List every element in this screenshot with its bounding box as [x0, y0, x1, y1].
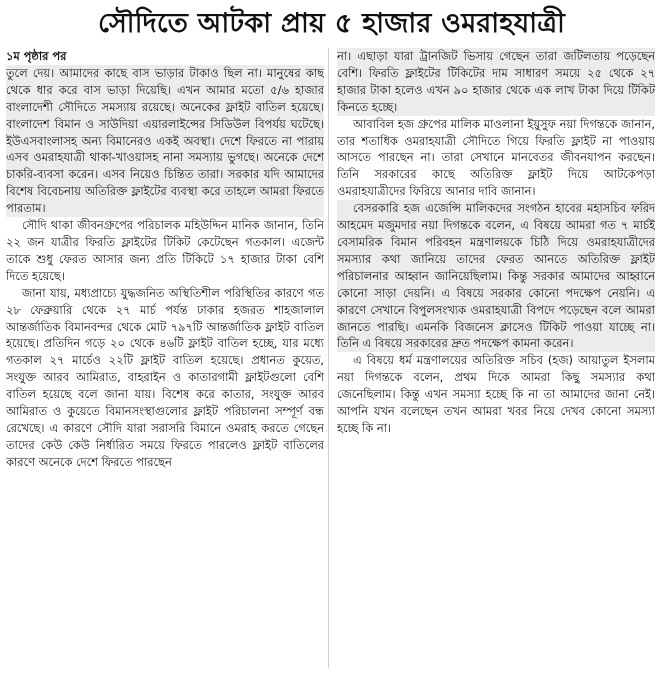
paragraph: তুলে দেয়। আমাদের কাছে বাস ভাড়ার টাকাও ছিল না। মানুষের কাছ থেকে ধার করে বাস ভাড়া দিয়েছি। এখন আমার মতো ৫/৬ হাজার বাংলাদেশী সৌদিতে সমস্যায় রয়েছে। অনেকের ফ্লাইট বাতিল হয়েছে। বাংলাদেশ বিমান ও সাউদিয়া এয়ারলাইন্সের সিডিউল বিপর্যয় ঘটেছে। ইউএসবাংলাসহ অন্য বিমানেরও একই অবস্থা। দেশে ফিরতে না পারায় এসব ওমরাহযাত্রী থাকা-খাওয়াসহ নানা সমস্যায় ভুগছে। অনেকে দেশে চাকরি-ব্যবসা করেন। এসব নিয়েও চিন্তিত তারা। সরকার যদি আমাদের বিশেষ বিবেচনায় অতিরিক্ত ফ্লাইটের ব্যবস্থা করে তাহলে আমরা ফিরতে পারতাম। — [6, 65, 324, 216]
paragraph: এ বিষয়ে ধর্ম মন্ত্রণালয়ের অতিরিক্ত সচিব (হজ) আয়াতুল ইসলাম নয়া দিগন্তকে বলেন, প্রথম দিকে আমরা কিছু সমস্যার কথা জেনেছিলাম। কিন্তু এখন সমস্যা হচ্ছে কি না তা আমাদের জানা নেই। আপনি যখন বলেছেন তখন আমরা খবর নিয়ে দেখব কোনো সমস্যা হচ্ছে কি না। — [337, 353, 655, 435]
headline: সৌদিতে আটকা প্রায় ৫ হাজার ওমরাহযাত্রী — [98, 8, 565, 39]
paragraph: বেসরকারি হজ এজেন্সি মালিকদের সংগঠন হাবের মহাসচিব ফরিদ আহমেদ মজুমদার নয়া দিগন্তকে বলেন, এ বিষয়ে আমরা গত ৭ মার্চই বেসামরিক বিমান পরিবহন মন্ত্রণালয়কে চিঠি দিয়ে ওমরাহযাত্রীদের সমস্যার কথা জানিয়ে তাদের ফেরত আনতে অতিরিক্ত ফ্লাইট পরিচালনার আহ্বান জানিয়েছিলাম। কিন্তু সরকার আমাদের আহ্বানে কোনো সাড়া দেয়নি। এ বিষয়ে সরকার কোনো পদক্ষেপ নেয়নি। এ কারণে সেখানে বিপুলসংখ্যক ওমরাহযাত্রী বিপদে পড়েছেন বলে আমরা জানতে পারছি। এমনকি বিজনেস ক্লাসেও টিকিট পাওয়া যাচ্ছে না। তিনি এ বিষয়ে সরকারের দ্রুত পদক্ষেপ কামনা করেন। — [337, 201, 655, 351]
paragraph: সৌদি থাকা জীবনগ্রুপের পরিচালক মহিউদ্দিন মানিক জানান, তিনি ২২ জন যাত্রীর ফিরতি ফ্লাইটের টিকিট কেটেছেন গতকাল। এজেন্ট তাকে শুধু ফেরত আসার জন্য প্রতি টিকিটে ১৭ হাজার টাকা বেশি দিতে হয়েছে। — [6, 218, 324, 283]
paragraph: জানা যায়, মধ্যপ্রাচ্যে যুদ্ধজনিত অস্থিতিশীল পরিস্থিতির কারণে গত ২৮ ফেব্রুয়ারি থেকে ২৭ মার্চ পর্যন্ত ঢাকার হজরত শাহজালাল আন্তর্জাতিক বিমানবন্দর থেকে মোট ৭৯৭টি আন্তর্জাতিক ফ্লাইট বাতিল হয়েছে। প্রতিদিন গড়ে ২০ থেকে ৪৬টি ফ্লাইট বাতিল হচ্ছে, যার মধ্যে গতকাল ২৭ মার্চেও ২২টি ফ্লাইট বাতিল হয়েছে। প্রধানত কুয়েত, সংযুক্ত আরব আমিরাত, বাহরাইন ও কাতারগামী ফ্লাইটগুলো বেশি বাতিল হয়েছে বলে জানা যায়। বিশেষ করে কাতার, সংযুক্ত আরব আমিরাত ও কুয়েতে বিমানসংস্থাগুলোর ফ্লাইট পরিচালনা সম্পূর্ণ বন্ধ রেখেছে। এ কারণে সৌদি যারা সরাসরি বিমানে ওমরাহ করতে গেছেন তাদের কেউ কেউ নির্ধারিত সময়ে ফিরতে পারলেও ফ্লাইট বাতিলের কারণে অনেকে দেশে ফিরতে পারছেন — [6, 285, 324, 469]
paragraph: আবাবিল হজ গ্রুপের মালিক মাওলানা ইয়ুসুফ নয়া দিগন্তকে জানান, তার শতাধিক ওমরাহযাত্রী সৌদিতে গিয়ে ফিরতি ফ্লাইট না পাওয়ায় আসতে পারছেন না। তারা সেখানে মানবেতর জীবনযাপন করছেন। তিনি সরকারের কাছে অতিরিক্ত ফ্লাইট দিয়ে আটকেপড়া ওমরাহযাত্রীদের ফিরিয়ে আনার দাবি জানান। — [337, 116, 655, 199]
paragraph — [6, 48, 324, 65]
column-divider — [328, 48, 329, 668]
right-column — [337, 48, 655, 668]
continued-from-label: ১ম পৃষ্ঠার পর — [6, 49, 67, 63]
paragraph: না। এছাড়া যারা ট্রানজিট ভিসায় গেছেন তারা জটিলতায় পড়েছেন বেশি। ফিরতি ফ্লাইটের টিকিটের দাম সাধারণ সময়ে ২৫ থেকে ২৭ হাজার টাকা হলেও এখন ৯০ হাজার থেকে এক লাখ টাকা দিয়ে টিকিট কিনতে হচ্ছে। — [337, 49, 655, 114]
left-column — [6, 48, 324, 668]
